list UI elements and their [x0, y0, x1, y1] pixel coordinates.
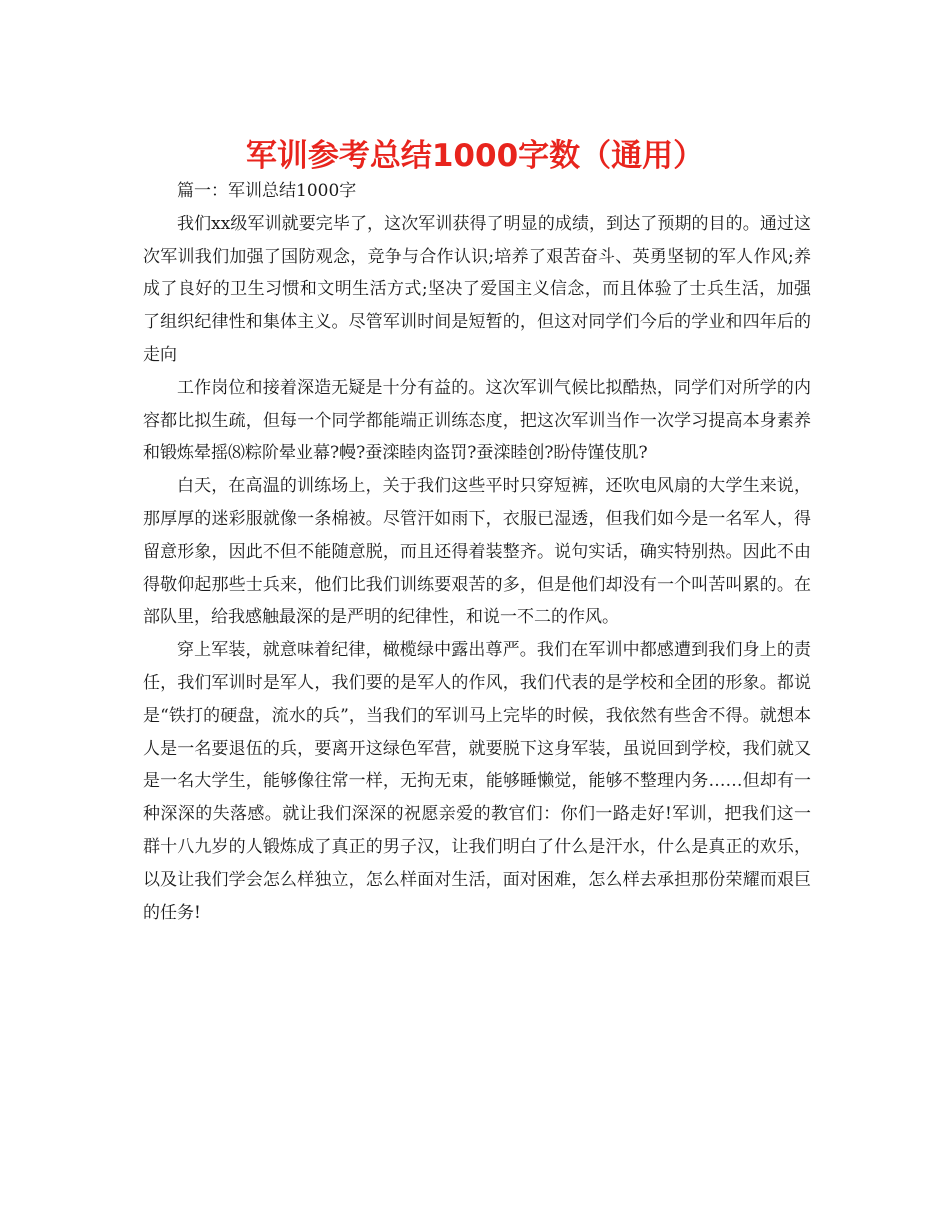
paragraph-1: 我们xx级军训就要完毕了，这次军训获得了明显的成绩，到达了预期的目的。通过这次军训我们加强了国防观念，竞争与合作认识;培养了艰苦奋斗、英勇坚韧的军人作风;养成了良好的卫生习惯和文明生活方式;坚决了爱国主义信念，而且体验了士兵生活，加强了组织纪律性和集体主义。尽管军训时间是短暂的，但这对同学们今后的学业和四年后的走向: [143, 213, 811, 365]
document-body: [143, 175, 811, 929]
document-title: 军训参考总结1000字数（通用）: [245, 138, 705, 174]
paragraph-2: 工作岗位和接着深造无疑是十分有益的。这次军训气候比拟酷热，同学们对所学的内容都比拟生疏，但每一个同学都能端正训练态度，把这次军训当作一次学习提高本身素养和锻炼晕摇⑻粽阶晕业幕?幔?蚕滦睦肉盗罚?蚕滦睦创?盼侍馑伎肌?: [143, 377, 811, 464]
section-heading: 篇一：军训总结1000字: [177, 181, 357, 201]
paragraph-3: 白天，在高温的训练场上，关于我们这些平时只穿短裤，还吹电风扇的大学生来说，那厚厚的迷彩服就像一条棉被。尽管汗如雨下，衣服已湿透，但我们如今是一名军人，得留意形象，因此不但不能随意脱，而且还得着装整齐。说句实话，确实特别热。因此不由得敬仰起那些士兵来，他们比我们训练要艰苦的多，但是他们却没有一个叫苦叫累的。在部队里，给我感触最深的是严明的纪律性，和说一不二的作风。: [143, 476, 811, 628]
paragraph-4: 穿上军装，就意味着纪律，橄榄绿中露出尊严。我们在军训中都感遭到我们身上的责任，我们军训时是军人，我们要的是军人的作风，我们代表的是学校和全团的形象。都说是“铁打的硬盘，流水的兵”，当我们的军训马上完毕的时候，我依然有些舍不得。就想本人是一名要退伍的兵，要离开这绿色军营，就要脱下这身军装，虽说回到学校，我们就又是一名大学生，能够像往常一样，无拘无束，能够睡懒觉，能够不整理内务……但却有一种深深的失落感。就让我们深深的祝愿亲爱的教官们：你们一路走好!军训，把我们这一群十八九岁的人锻炼成了真正的男子汉，让我们明白了什么是汗水，什么是真正的欢乐，以及让我们学会怎么样独立，怎么样面对生活，面对困难，怎么样去承担那份荣耀而艰巨的任务!: [143, 640, 811, 923]
